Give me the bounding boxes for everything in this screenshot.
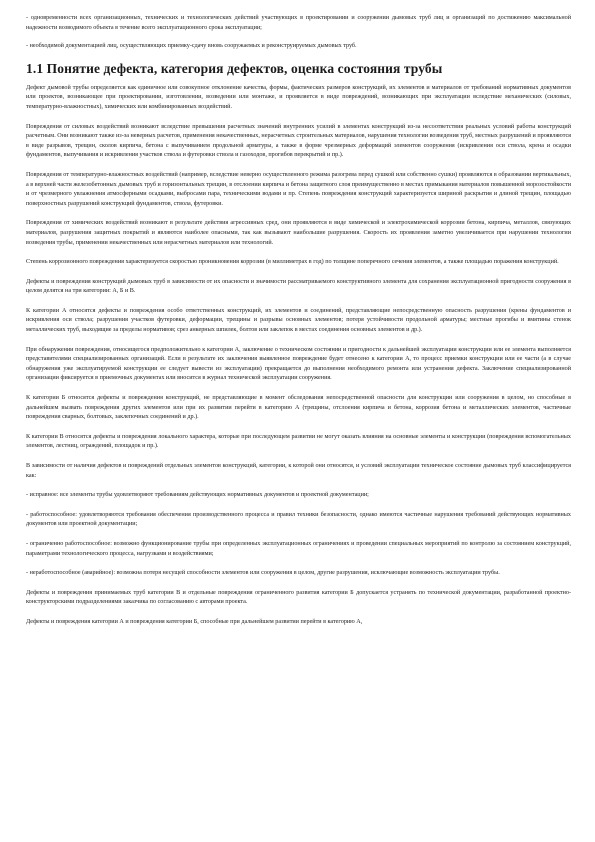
bullet-documentation: - необходимой документацией лиц, осуществляющих приемку-сдачу вновь сооружаемых и реконструируемых дымовых труб. bbox=[26, 43, 357, 50]
paragraph-categories-intro: Дефекты и повреждения конструкций дымовых труб в зависимости от их опасности и значимости рассматриваемого конструктивного элемента для сохранения эксплуатационной пригодности сооружения в целом делятся на три категории: А, Б и В. bbox=[26, 278, 571, 295]
paragraph-thermal-damage: Повреждения от температурно-влажностных воздействий (например, вследствие неверно осуществленного режима разогрева перед сушкой или собственно сушки) проявляются в образовании вертикальных, а в верхней части железобетонных дымовых труб и горизонтальных трещин, в отслоении кирпича и бетона защитного слоя преимущественно в местах примыкания материалов повышенной морозостойкости и от чрезмерного увлажнения атмосферными осадками, выбросами пара, техническими водами и пр. Степень повреждения конструкций характеризуется шириной раскрытия и длиной трещин, площадью поверхностных разрушений конструкций фундаментов, ствола, футеровки. bbox=[26, 171, 571, 207]
paragraph-category-b: К категории Б относятся дефекты и повреждения конструкций, не представляющие в момент обследования непосредственной опасности для конструкции или сооружения в целом, но способные в дальнейшем вызвать повреждения других элементов или при их развитии перейти в категорию А (трещины, отслоения кирпича и бетона, коррозия бетона и металлических элементов, частичные повреждения сварных, болтовых, заклепочных соединений и др.). bbox=[26, 395, 571, 421]
paragraph-defect-repair: Дефекты и повреждения принимаемых труб категории В и отдельные повреждения ограниченного развития категории Б допускается устранять по технической документации, разработанной проектно-конструкторскими подразделениями заказчика по согласованию с авторами проекта. bbox=[26, 589, 571, 606]
paragraph-fragment-bottom: Дефекты и повреждения категории А и повреждения категории Б, способные при дальнейшем развитии перейти в категорию А, bbox=[26, 618, 363, 625]
bullet-state-emergency: - неработоспособное (аварийное): возможна потеря несущей способности элементов или сооружения в целом, другие разрушения, исключающие возможность эксплуатации трубы. bbox=[26, 570, 500, 577]
paragraph-force-damage: Повреждения от силовых воздействий возникают вследствие превышения расчетных значений внутренних усилий в элементах конструкций из-за несоответствия реальных условий работы конструкций расчетным. Они возникают также из-за неверных расчетов, применения некачественных, нерасчетных строительных материалов, нарушения технологии возведения труб, местных разрушений и проявляются в виде разрывов, трещин, сколов кирпича, бетона с выпучиванием продольной арматуры, а также в форме чрезмерных деформаций элементов сооружения (искривления оси ствола, крена и осадки фундаментов, выпучивания и искривления участков ствола и футеровки ствола и газоходов, прогибов перекрытий и пр.). bbox=[26, 123, 571, 159]
document-page bbox=[26, 14, 571, 638]
paragraph-fragment-top: - одновременности всех организационных, технических и технологических действий участвующих в проектировании и сооружении дымовых труб лиц и организаций по достижению максимальной надежности возводимого объекта в течение всего эксплуатационного срока эксплуатации; bbox=[26, 15, 571, 31]
paragraph-corrosion-degree: Степень коррозионного повреждения характеризуется скоростью проникновения коррозии (в миллиметрах в год) по толщине поперечного сечения элементов, а также площадью поражения конструкций. bbox=[26, 259, 559, 266]
paragraph-state-classification: В зависимости от наличия дефектов и повреждений отдельных элементов конструкций, категории, к которой они относятся, и условий эксплуатации техническое состояние дымовых труб классифицируется как: bbox=[26, 463, 571, 479]
bullet-state-serviceable: - исправное: все элементы трубы удовлетворяют требованиям действующих нормативных документов и проектной документации; bbox=[26, 492, 369, 499]
paragraph-category-a: К категории А относятся дефекты и повреждения особо ответственных конструкций, их элементов и соединений, представляющие непосредственную опасность разрушения (крены фундаментов и искривления оси ствола; разрушения участков футеровки, деформации, трещины и разрывы основных элементов; потеря устойчивости продольной арматуры; местные прогибы и вмятины стенок металлических труб, выходящие за пределы нормативов; срез анкерных шпилек, болтов или заклепок в местах соединения основных элементов и др.). bbox=[26, 307, 571, 334]
paragraph-category-a-procedure: При обнаружении повреждения, относящегося предположительно к категории А, заключение о техническом состоянии и пригодности к дальнейшей эксплуатации конструкции или ее элемента выполняется представителями специализированных организаций. Если в результате их заключения выявленное повреждение будет отнесено к категории А, то процесс приемки конструкции или ее части (а в случае обнаружения уже эксплуатируемой конструкции ее следует вывести из эксплуатации) прекращается до выполнения необходимого ремонта или устранения дефекта. Заключение специализированной организации фиксируется в приемочных документах или вносится в журнал технической эксплуатации сооружения. bbox=[26, 346, 571, 382]
bullet-state-limited: - ограниченно работоспособное: возможно функционирование трубы при определенных эксплуатационных ограничениях и проведении специальных мероприятий по контролю за состоянием конструкций, параметрами технологического процесса, нагрузками и воздействиями; bbox=[26, 540, 571, 557]
bullet-state-operable: - работоспособное: удовлетворяются требования обеспечения производственного процесса и правил техники безопасности, однако имеются частичные нарушения требований действующих нормативных документов или проектной документации; bbox=[26, 511, 571, 528]
paragraph-chemical-damage: Повреждения от химических воздействий возникают в результате действия агрессивных сред, они проявляются в виде химической и электрохимической коррозии бетона, кирпича, металлов, связующих материалов, разрушения защитных покрытий и являются наиболее опасными, так как вызывают наибольшие разрушения. Скорость их проявления заметно увеличивается при нарушении технологии возведения трубы, применении некачественных или нерасчетных материалов или технологий. bbox=[26, 220, 571, 246]
paragraph-category-v: К категории В относятся дефекты и повреждения локального характера, которые при последующем развитии не могут оказать влияния на основные элементы и конструкции (повреждения вспомогательных элементов, лестниц, ограждений, площадок и пр.). bbox=[26, 433, 571, 450]
paragraph-defect-definition: Дефект дымовой трубы определяется как единичное или совокупное отклонение качества, формы, фактических размеров конструкций, их элементов и материалов от требований нормативных документов или проектов, возникающее при проектировании, изготовлении, возведении или монтаже, и проявляется в виде повреждений, возникающих при эксплуатации вследствие механических (силовых, температурно-влажностных), химических или комбинированных воздействий. bbox=[26, 84, 571, 110]
section-heading: 1.1 Понятие дефекта, категория дефектов, оценка состояния трубы bbox=[26, 60, 443, 76]
